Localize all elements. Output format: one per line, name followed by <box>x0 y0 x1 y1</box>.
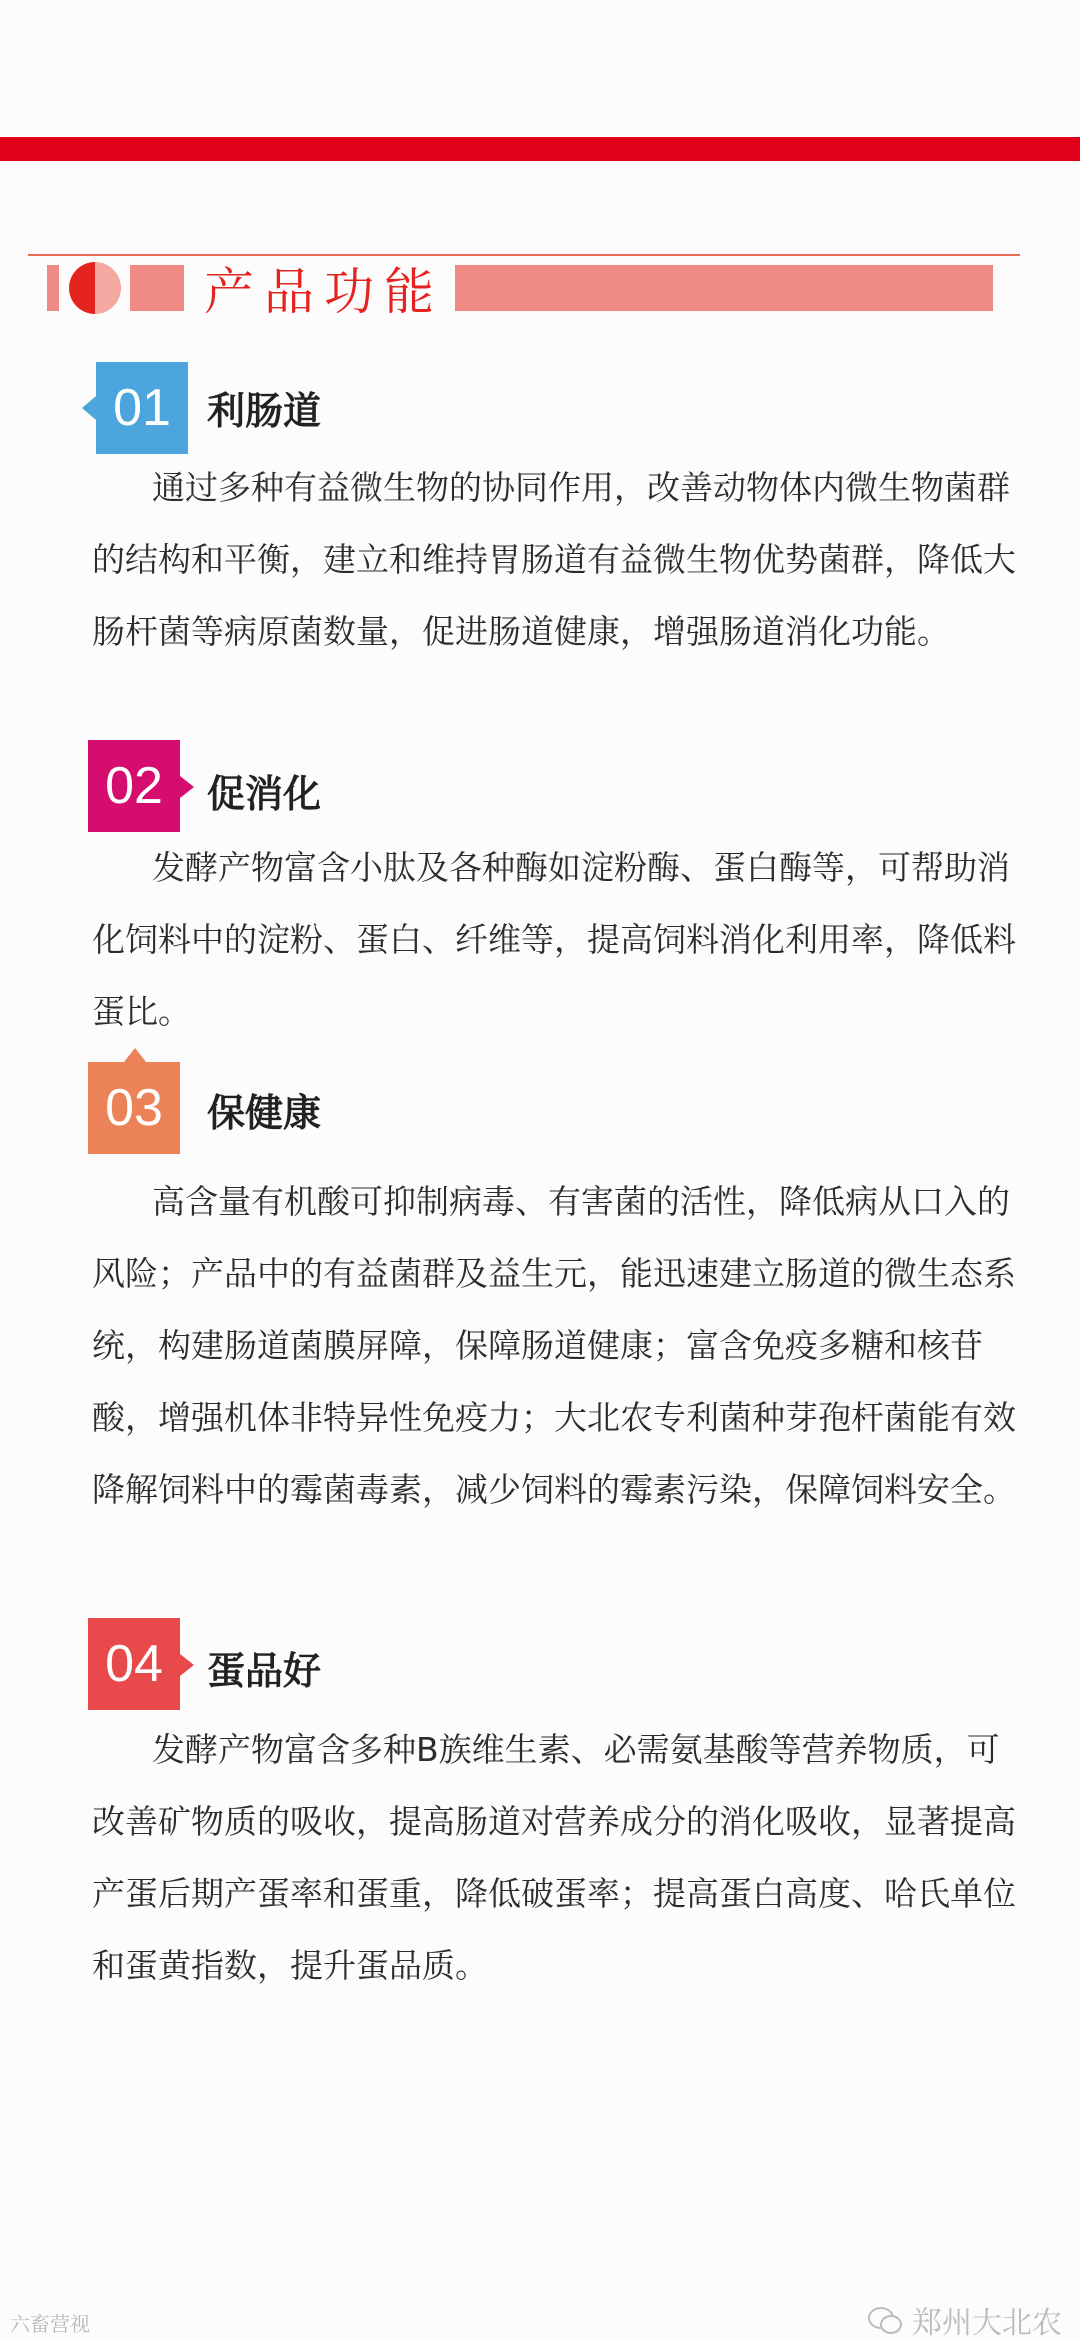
section-title: 保健康 <box>207 1090 322 1135</box>
number-badge-01: 01 <box>96 362 188 454</box>
section-header-title: 产品功能 <box>204 263 444 321</box>
watermark-left <box>10 2308 90 2337</box>
section-title: 促消化 <box>207 771 322 816</box>
section-paragraph: 发酵产物富含多种B族维生素、必需氨基酸等营养物质，可改善矿物质的吸收，提高肠道对营养成分的消化吸收，显著提高产蛋后期产蛋率和蛋重，降低破蛋率；提高蛋白高度、哈氏单位和蛋黄指数，提升蛋品质。 <box>92 1730 1016 1985</box>
header-deco-bar-long <box>455 265 993 311</box>
section-paragraph: 通过多种有益微生物的协同作用，改善动物体内微生物菌群的结构和平衡，建立和维持胃肠道有益微生物优势菌群，降低大肠杆菌等病原菌数量，促进肠道健康，增强肠道消化功能。 <box>92 468 1016 651</box>
section-paragraph: 发酵产物富含小肽及各种酶如淀粉酶、蛋白酶等，可帮助消化饲料中的淀粉、蛋白、纤维等，提高饲料消化利用率，降低料蛋比。 <box>92 848 1016 1031</box>
number-badge-03: 03 <box>88 1062 180 1154</box>
header-circle-icon <box>69 262 121 314</box>
section-title: 利肠道 <box>207 388 322 433</box>
number-badge-02: 02 <box>88 740 180 832</box>
wechat-account-watermark <box>868 2298 1062 2342</box>
header-divider <box>28 254 1020 256</box>
header-deco-bar <box>47 265 59 311</box>
watermark-text: 六畜营视 <box>10 2312 90 2336</box>
section-paragraph: 高含量有机酸可抑制病毒、有害菌的活性，降低病从口入的风险；产品中的有益菌群及益生元，能迅速建立肠道的微生态系统，构建肠道菌膜屏障，保障肠道健康；富含免疫多糖和核苷酸，增强机体非特异性免疫力；大北农专利菌种芽孢杆菌能有效降解饲料中的霉菌毒素，减少饲料的霉素污染，保障饲料安全。 <box>92 1182 1016 1509</box>
section-title: 蛋品好 <box>207 1648 322 1693</box>
header-deco-bar <box>130 265 184 311</box>
number-badge-04: 04 <box>88 1618 180 1710</box>
top-red-band <box>0 137 1080 161</box>
wechat-icon <box>868 2307 902 2333</box>
account-name: 郑州大北农 <box>912 2306 1062 2341</box>
